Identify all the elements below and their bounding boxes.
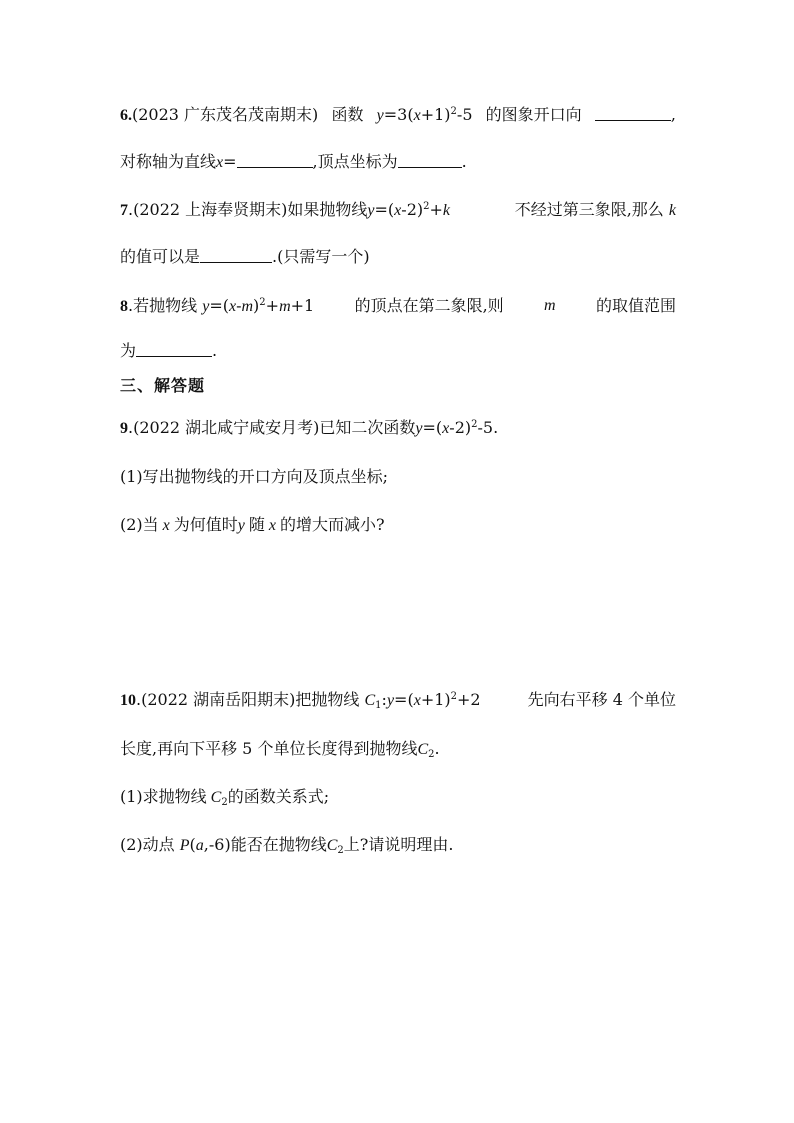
question-8-line-1: 8.若抛物线 $y=(x-m)^2+m+1$ 的顶点在第二象限,则 m 的取值范围 — [120, 296, 676, 315]
answer-blank[interactable] — [595, 106, 671, 121]
formula: $y=3(x+1)^2-5$ — [376, 105, 473, 124]
question-number: 10 — [120, 692, 136, 709]
answer-blank[interactable] — [237, 153, 313, 168]
answer-blank[interactable] — [200, 248, 272, 263]
question-9-part-2: (2)当 x 为何值时y 随 x 的增大而减小? — [120, 515, 385, 534]
question-7-line-1: 7.(2022 上海奉贤期末)如果抛物线$y=(x-2)^2+k$ 不经过第三象限,那么 k — [120, 200, 676, 219]
answer-blank[interactable] — [136, 342, 212, 357]
question-7-line-2: 的值可以是 .(只需写一个) — [120, 247, 370, 266]
question-source: (2023 广东茂名茂南期末) — [132, 105, 319, 124]
formula: $y=(x-2)^2-5$. — [415, 418, 499, 437]
formula: $C_1:y=(x+1)^2+2$ — [364, 690, 481, 711]
question-10-line-2: 长度,再向下平移 5 个单位长度得到抛物线$C_2$. — [120, 739, 440, 760]
formula: $y=(x-2)^2+k$ — [367, 200, 450, 219]
question-9-line-1: 9.(2022 湖北咸宁咸安月考)已知二次函数$y=(x-2)^2-5$. — [120, 418, 499, 437]
question-source: (2022 湖北咸宁咸安月考) — [133, 418, 320, 437]
question-6-line-1: 6.(2023 广东茂名茂南期末) 函数 $y=3(x+1)^2-5$ 的图象开口向 , — [120, 104, 676, 127]
question-number: 6 — [120, 107, 128, 124]
question-number: 9 — [120, 420, 128, 437]
formula: $y=(x-m)^2+m+1$ — [202, 296, 315, 315]
question-number: 8 — [120, 298, 128, 315]
question-source: (2022 湖南岳阳期末) — [141, 690, 296, 709]
question-number: 7 — [120, 202, 128, 219]
question-8-line-2: 为 . — [120, 341, 218, 360]
question-10-part-1: (1)求抛物线 $C_2$的函数关系式; — [120, 787, 330, 808]
question-9-part-1: (1)写出抛物线的开口方向及顶点坐标; — [120, 467, 389, 486]
question-6-line-2: 对称轴为直线x= ,顶点坐标为 . — [120, 152, 467, 171]
question-source: (2022 上海奉贤期末) — [133, 200, 288, 219]
section-heading: 三、解答题 — [120, 376, 206, 395]
answer-blank[interactable] — [398, 153, 462, 168]
question-10-part-2: (2)动点 P(a,-6)能否在抛物线$C_2$上?请说明理由. — [120, 835, 454, 856]
question-10-line-1: 10.(2022 湖南岳阳期末)把抛物线 $C_1:y=(x+1)^2+2$ 先向右平移 4 个单位 — [120, 690, 676, 711]
